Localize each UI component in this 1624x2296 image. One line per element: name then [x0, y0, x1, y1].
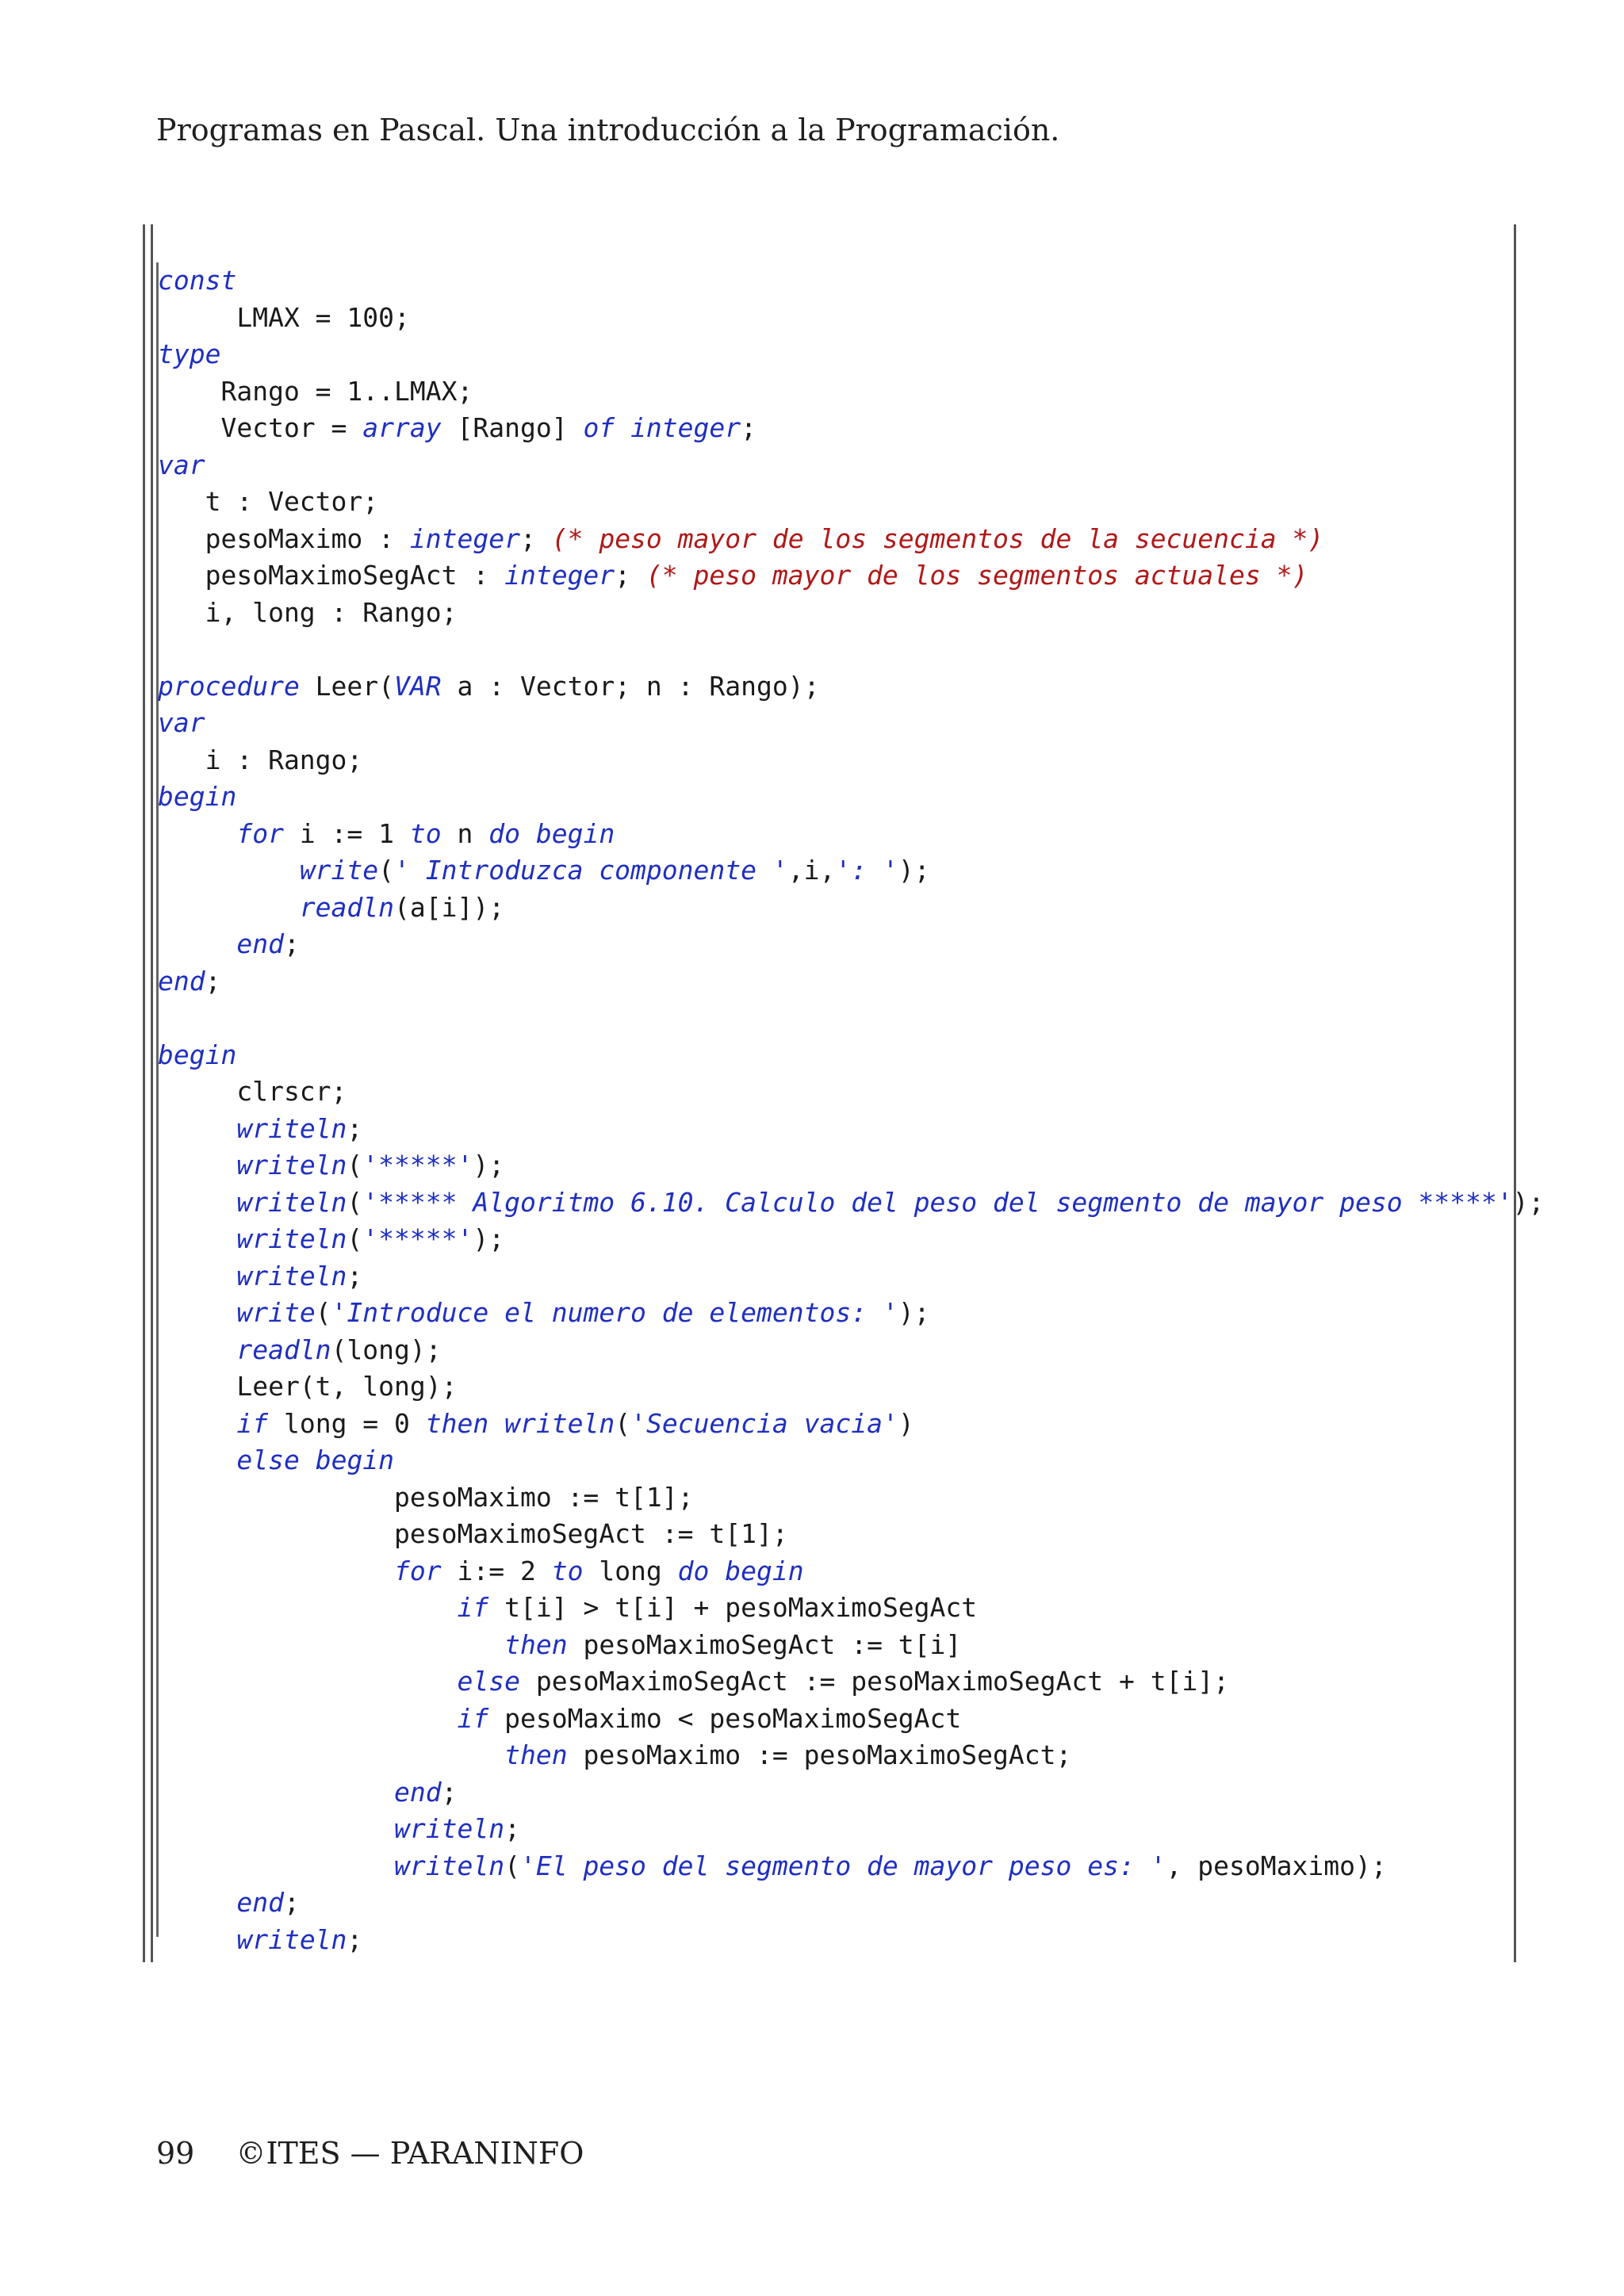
code-text: [615, 412, 630, 443]
code-keyword: else: [236, 1445, 300, 1475]
code-string: '*****': [362, 1223, 473, 1254]
code-string: 'El peso del segmento de mayor peso es: ': [519, 1850, 1166, 1881]
code-text: [158, 1850, 394, 1881]
code-line: [158, 668, 1544, 706]
code-text: Leer(t, long);: [158, 1371, 458, 1402]
code-text: [158, 1261, 236, 1292]
code-text: long: [583, 1555, 678, 1586]
code-text: i, long : Rango;: [158, 596, 458, 628]
code-text: ;: [741, 412, 757, 443]
code-text: ;: [283, 1887, 300, 1918]
code-text: [158, 1113, 236, 1144]
code-text: (: [615, 1407, 631, 1439]
code-keyword: procedure: [158, 670, 300, 702]
code-keyword: var: [158, 449, 205, 480]
code-keyword: write: [299, 855, 379, 886]
code-line: [158, 557, 1544, 595]
code-keyword: writeln: [236, 1150, 347, 1181]
code-line: [158, 1111, 1544, 1148]
code-keyword: begin: [535, 817, 615, 849]
code-line: [158, 1442, 1544, 1479]
code-keyword: else: [457, 1666, 520, 1697]
code-keyword: writeln: [394, 1850, 505, 1881]
code-line: [158, 816, 1544, 853]
code-line: [158, 447, 1544, 484]
code-keyword: then: [504, 1628, 568, 1660]
code-keyword: begin: [315, 1445, 395, 1475]
code-string: '*****': [362, 1150, 473, 1181]
code-text: Vector =: [158, 412, 363, 443]
code-text: t[i] > t[i] + pesoMaximoSegAct: [488, 1592, 978, 1623]
code-text: ;: [205, 965, 221, 997]
code-text: (a[i]);: [394, 891, 505, 923]
code-keyword: if: [457, 1702, 489, 1734]
code-keyword: if: [457, 1592, 489, 1623]
code-line: [158, 1221, 1544, 1258]
code-text: );: [1512, 1186, 1545, 1218]
code-text: [158, 1592, 458, 1623]
code-text: Rango = 1..LMAX;: [158, 375, 473, 407]
code-keyword: then: [504, 1739, 568, 1770]
code-text: [158, 1556, 394, 1586]
code-text: ;: [283, 928, 300, 959]
code-line: [158, 1147, 1544, 1184]
code-text: a : Vector; n : Rango);: [441, 670, 820, 702]
code-line: [158, 1885, 1544, 1922]
code-string: ' Introduzca componente ': [394, 855, 788, 886]
code-line: [158, 1037, 1544, 1074]
code-text: ;: [347, 1923, 363, 1955]
code-keyword: for: [236, 817, 284, 849]
code-text: ): [898, 1407, 914, 1439]
frame-left-rule-inner: [151, 224, 153, 1962]
page-footer: [156, 2136, 584, 2171]
code-line: [158, 373, 1544, 411]
code-comment: (* peso mayor de los segmentos actuales *): [645, 560, 1308, 591]
code-line: [158, 1922, 1544, 1959]
code-keyword: to: [409, 817, 442, 849]
code-text: [158, 1629, 504, 1660]
code-line: [158, 631, 1544, 668]
code-text: );: [898, 855, 930, 886]
code-text: [158, 1445, 236, 1475]
code-text: [158, 1223, 236, 1254]
code-text: );: [473, 1223, 505, 1254]
code-text: pesoMaximoSegAct := pesoMaximoSegAct + t[i];: [519, 1666, 1230, 1697]
code-text: pesoMaximo := pesoMaximoSegAct;: [567, 1739, 1072, 1770]
code-text: Leer(: [299, 670, 395, 702]
code-text: [Rango]: [441, 412, 584, 443]
code-keyword: writeln: [236, 1923, 347, 1955]
page-number: 99: [156, 2136, 195, 2171]
code-keyword: writeln: [236, 1223, 347, 1254]
code-line: [158, 1701, 1544, 1738]
code-text: [520, 818, 536, 849]
code-line: [158, 1295, 1544, 1332]
code-listing: [158, 262, 1544, 1958]
code-text: ;: [615, 560, 646, 591]
code-line: [158, 1737, 1544, 1774]
code-keyword: do: [677, 1555, 710, 1586]
code-line: [158, 1406, 1544, 1443]
code-text: [158, 1150, 236, 1181]
code-text: [158, 1777, 394, 1808]
code-keyword: of: [583, 412, 615, 443]
code-keyword: end: [236, 1887, 284, 1918]
code-text: (: [315, 1297, 331, 1328]
code-keyword: write: [236, 1297, 316, 1328]
code-line: [158, 1811, 1544, 1848]
code-text: clrscr;: [158, 1076, 347, 1107]
code-text: [488, 1408, 504, 1439]
code-text: [158, 1187, 236, 1218]
code-text: pesoMaximoSegAct := t[i]: [567, 1628, 962, 1660]
code-text: [158, 1924, 236, 1955]
code-text: [158, 1703, 458, 1734]
code-keyword: VAR: [394, 670, 442, 702]
code-text: pesoMaximo :: [158, 522, 410, 554]
code-text: [158, 1739, 504, 1770]
code-line: [158, 1627, 1544, 1664]
code-line: [158, 890, 1544, 927]
code-text: [158, 1813, 394, 1844]
code-line: [158, 1073, 1544, 1111]
code-line: [158, 1848, 1544, 1885]
code-text: [158, 1666, 458, 1697]
code-line: [158, 336, 1544, 373]
code-keyword: type: [158, 339, 221, 369]
code-text: [158, 818, 236, 849]
code-keyword: if: [236, 1407, 269, 1439]
code-text: ;: [347, 1112, 363, 1144]
code-line: [158, 300, 1544, 337]
code-text: pesoMaximoSegAct := t[1];: [158, 1518, 788, 1549]
code-keyword: begin: [158, 781, 237, 812]
code-line: [158, 595, 1544, 632]
code-keyword: writeln: [236, 1112, 347, 1144]
code-line: [158, 262, 1544, 300]
code-text: [158, 1887, 236, 1918]
code-keyword: integer: [409, 522, 520, 554]
code-string: '***** Algoritmo 6.10. Calculo del peso del segmento de mayor peso *****': [362, 1186, 1513, 1218]
code-line: [158, 779, 1544, 816]
code-text: (: [347, 1150, 363, 1181]
code-keyword: end: [394, 1776, 442, 1808]
code-comment: (* peso mayor de los segmentos de la secuencia *): [551, 522, 1324, 554]
code-line: [158, 1184, 1544, 1222]
code-keyword: writeln: [236, 1260, 347, 1292]
code-text: , pesoMaximo);: [1166, 1850, 1387, 1881]
code-text: ;: [519, 522, 552, 554]
code-text: [158, 1408, 236, 1439]
code-keyword: begin: [725, 1555, 804, 1586]
code-line: [158, 484, 1544, 521]
code-text: pesoMaximo := t[1];: [158, 1481, 694, 1513]
code-text: t : Vector;: [158, 486, 379, 517]
code-text: n: [441, 817, 489, 849]
code-line: [158, 1516, 1544, 1553]
code-text: ;: [504, 1813, 520, 1844]
code-text: );: [898, 1297, 930, 1328]
code-text: );: [473, 1150, 505, 1181]
code-keyword: integer: [504, 560, 615, 591]
code-keyword: do: [488, 817, 521, 849]
code-line: [158, 963, 1544, 1001]
code-text: [158, 1334, 236, 1365]
code-text: pesoMaximo < pesoMaximoSegAct: [488, 1702, 962, 1734]
code-line: [158, 705, 1544, 742]
code-keyword: readln: [299, 891, 395, 923]
code-string: 'Introduce el numero de elementos: ': [331, 1297, 898, 1328]
code-line: [158, 1774, 1544, 1812]
code-text: LMAX = 100;: [158, 301, 410, 333]
code-line: [158, 1590, 1544, 1627]
code-keyword: const: [158, 265, 237, 296]
code-keyword: begin: [158, 1039, 237, 1070]
code-keyword: writeln: [236, 1186, 347, 1218]
code-text: [709, 1556, 725, 1586]
code-line: [158, 1000, 1544, 1037]
code-keyword: end: [158, 965, 205, 997]
code-text: pesoMaximoSegAct :: [158, 560, 505, 591]
code-text: (: [347, 1223, 363, 1254]
publisher-credit: ©ITES — PARANINFO: [236, 2136, 584, 2171]
code-line: [158, 852, 1544, 890]
code-keyword: integer: [630, 412, 741, 443]
code-line: [158, 1553, 1544, 1590]
code-keyword: then: [425, 1407, 489, 1439]
code-text: ;: [347, 1260, 363, 1292]
code-text: (: [378, 855, 395, 886]
code-text: [158, 1297, 236, 1328]
code-line: [158, 1479, 1544, 1517]
code-text: [158, 855, 300, 886]
code-text: [158, 928, 236, 959]
code-text: [300, 1445, 316, 1475]
code-line: [158, 1258, 1544, 1295]
code-keyword: readln: [236, 1334, 331, 1365]
code-text: i := 1: [283, 817, 410, 849]
code-line: [158, 926, 1544, 963]
code-keyword: writeln: [394, 1813, 505, 1844]
code-keyword: for: [394, 1555, 442, 1586]
code-text: [158, 892, 300, 923]
code-keyword: end: [236, 928, 284, 959]
code-line: [158, 1663, 1544, 1701]
code-line: [158, 742, 1544, 779]
code-text: i:= 2: [441, 1555, 552, 1586]
frame-left-rule: [143, 224, 145, 1962]
code-text: (: [504, 1850, 520, 1881]
code-string: ': ': [835, 855, 898, 886]
code-line: [158, 410, 1544, 447]
code-line: [158, 521, 1544, 558]
code-line: [158, 1332, 1544, 1369]
running-header: Programas en Pascal. Una introducción a la Programación.: [156, 113, 1060, 147]
code-keyword: array: [362, 412, 442, 443]
code-text: i : Rango;: [158, 744, 363, 775]
code-text: ;: [441, 1776, 458, 1808]
code-line: [158, 1368, 1544, 1406]
code-string: 'Secuencia vacia': [630, 1407, 898, 1439]
code-text: long = 0: [268, 1407, 426, 1439]
code-keyword: to: [551, 1555, 584, 1586]
code-keyword: writeln: [504, 1407, 615, 1439]
code-text: (: [347, 1186, 363, 1218]
code-text: ,i,: [787, 855, 836, 886]
code-keyword: var: [158, 707, 205, 738]
code-text: (long);: [331, 1334, 442, 1365]
